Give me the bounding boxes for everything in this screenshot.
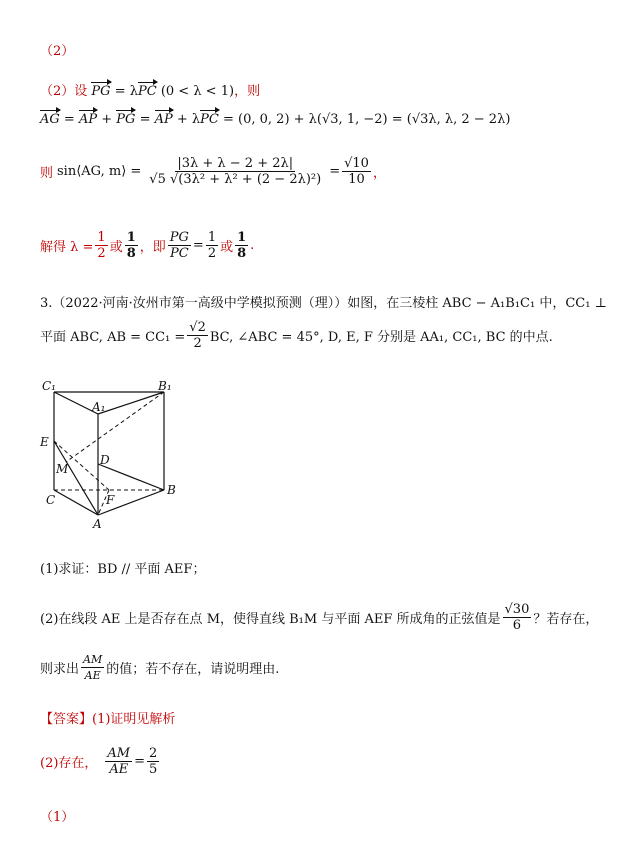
sin-rhs-den: 10 [348,172,365,187]
sin-prefix: 则 [40,166,54,181]
answer-2-d: AE [109,762,129,777]
answer-2-rn: 2 [149,746,158,761]
label-a1: A₁ [92,400,106,414]
question-2-line2 [40,652,279,683]
vec-pc2: PC [200,112,219,127]
sin-comma: ， [372,166,386,181]
sin-den-a: √5 [149,172,170,187]
ag-rhs: = (0, 0, 2) + λ(√3, 1, −2) = (√3λ, λ, 2 − 2λ) [223,112,511,127]
sol-d1: 2 [97,246,106,261]
sin-denominator [147,172,323,187]
q3-frac-n: √2 [189,320,206,335]
sol-eq: = [192,238,204,253]
segment-db [98,464,164,490]
sol-frac2 [125,230,138,261]
ag-eq1: = [63,112,75,127]
sin-rhs-eq: = [329,164,341,179]
sol-d4: 8 [237,246,247,261]
q2c-n: AM [83,653,103,666]
answer-2-rd: 5 [149,762,158,777]
label-f: F [106,493,115,507]
sin-numerator: |3λ + λ − 2 + 2λ| [177,156,294,171]
sol-d2: 8 [126,246,136,261]
eq-lambda: = λ [114,84,138,99]
answer-2-result [147,746,159,777]
vec-pg: PG [91,84,111,99]
vec-ap2: AP [154,112,173,127]
sol-end: . [250,238,255,253]
label-m: M [56,462,69,476]
step2-line [40,80,260,99]
vec-pg1: PG [116,112,136,127]
sol-frac4 [235,230,248,261]
sin-line [40,156,386,187]
q2b: ？若存在， [533,612,599,627]
label-c1: C₁ [42,380,56,393]
vec-pc: PC [137,84,157,99]
prism-figure [36,380,196,530]
q3-frac-d: 2 [193,336,202,351]
segment-ea [54,441,98,515]
answer-2-prefix: (2)存在， [40,756,98,771]
sol-n3: 1 [207,230,217,245]
q2a: (2)在线段 AE 上是否存在点 M，使得直线 B₁M 与平面 AEF 所成角的正弦值是 [40,612,501,627]
sol-or2: 或 [220,240,234,255]
answer-2-n: AM [107,746,131,761]
edge-a1b1 [98,392,164,414]
ag-line [40,112,510,127]
sin-expr: sin⟨AG, m⟩ = [57,164,142,179]
answer-1: (1)证明见解析 [92,712,176,727]
ag-eq2: = [139,112,151,127]
q2-d: 6 [512,618,522,633]
q2-frac [503,602,532,633]
answer-tag: 【答案】 [40,712,93,727]
label-d: D [100,453,110,467]
label-a: A [93,517,102,530]
then-text: ，则 [234,84,261,99]
sol-prefix: 解得 λ = [40,240,94,255]
answer-2-frac [105,746,132,777]
solution-line [40,230,254,261]
sin-rhs-fraction [342,156,371,187]
sol-pc: PC [169,246,189,261]
ag-plus: + [101,112,113,127]
q3-frac [187,320,208,351]
segment-b1m-hidden [66,392,164,462]
vec-ag: AG [40,112,60,127]
edge-ca [54,490,98,515]
sin-rhs-num: √10 [344,156,369,171]
sol-n1: 1 [97,230,106,245]
sol-frac1 [95,230,107,261]
step2-prefix: （2）设 [40,84,88,99]
question-2-line1 [40,602,598,633]
question-1: (1)求证：BD // 平面 AEF； [40,562,206,577]
sol-frac3 [206,230,218,261]
answer-line [40,708,175,727]
q2c-prefix: 则求出 [40,662,80,677]
q2c-frac [81,652,104,683]
q3-line2b: BC, ∠ABC = 45°, D, E, F 分别是 AA₁, CC₁, BC 的中点. [209,330,553,345]
label-b1: B₁ [158,380,172,393]
sol-n2: 1 [126,230,136,245]
q2c-d: AE [84,669,101,682]
sol-pg: PG [169,230,189,245]
answer-2-line [40,746,161,777]
q2c-suffix: 的值；若不存在，请说明理由. [106,662,280,677]
q2-n: √30 [504,602,530,617]
q3-line1: 3.（2022·河南·汝州市第一高级中学模拟预测（理））如图，在三棱柱 ABC − A₁B₁C₁ 中，CC₁ ⊥ [40,296,607,311]
sol-frac-pg-pc [168,230,191,261]
q3-line2a: 平面 ABC, AB = CC₁ = [40,330,186,345]
lambda-range: (0 < λ < 1) [160,84,235,99]
sin-fraction [147,156,323,187]
ag-plus2: + λ [176,112,201,127]
answer-2-eq: = [134,754,146,769]
sol-n4: 1 [237,230,247,245]
label-e: E [40,435,49,449]
sol-mid: ，即 [139,240,166,255]
part2-header: （2） [40,44,75,59]
final-header: （1） [40,810,75,825]
label-b: B [167,483,176,497]
q3-line2 [40,320,553,351]
sol-or1: 或 [109,240,123,255]
sin-den-b: √(3λ² + λ² + (2 − 2λ)²) [169,172,322,187]
label-c: C [46,493,56,507]
vec-ap1: AP [78,112,98,127]
sol-d3: 2 [207,246,217,261]
